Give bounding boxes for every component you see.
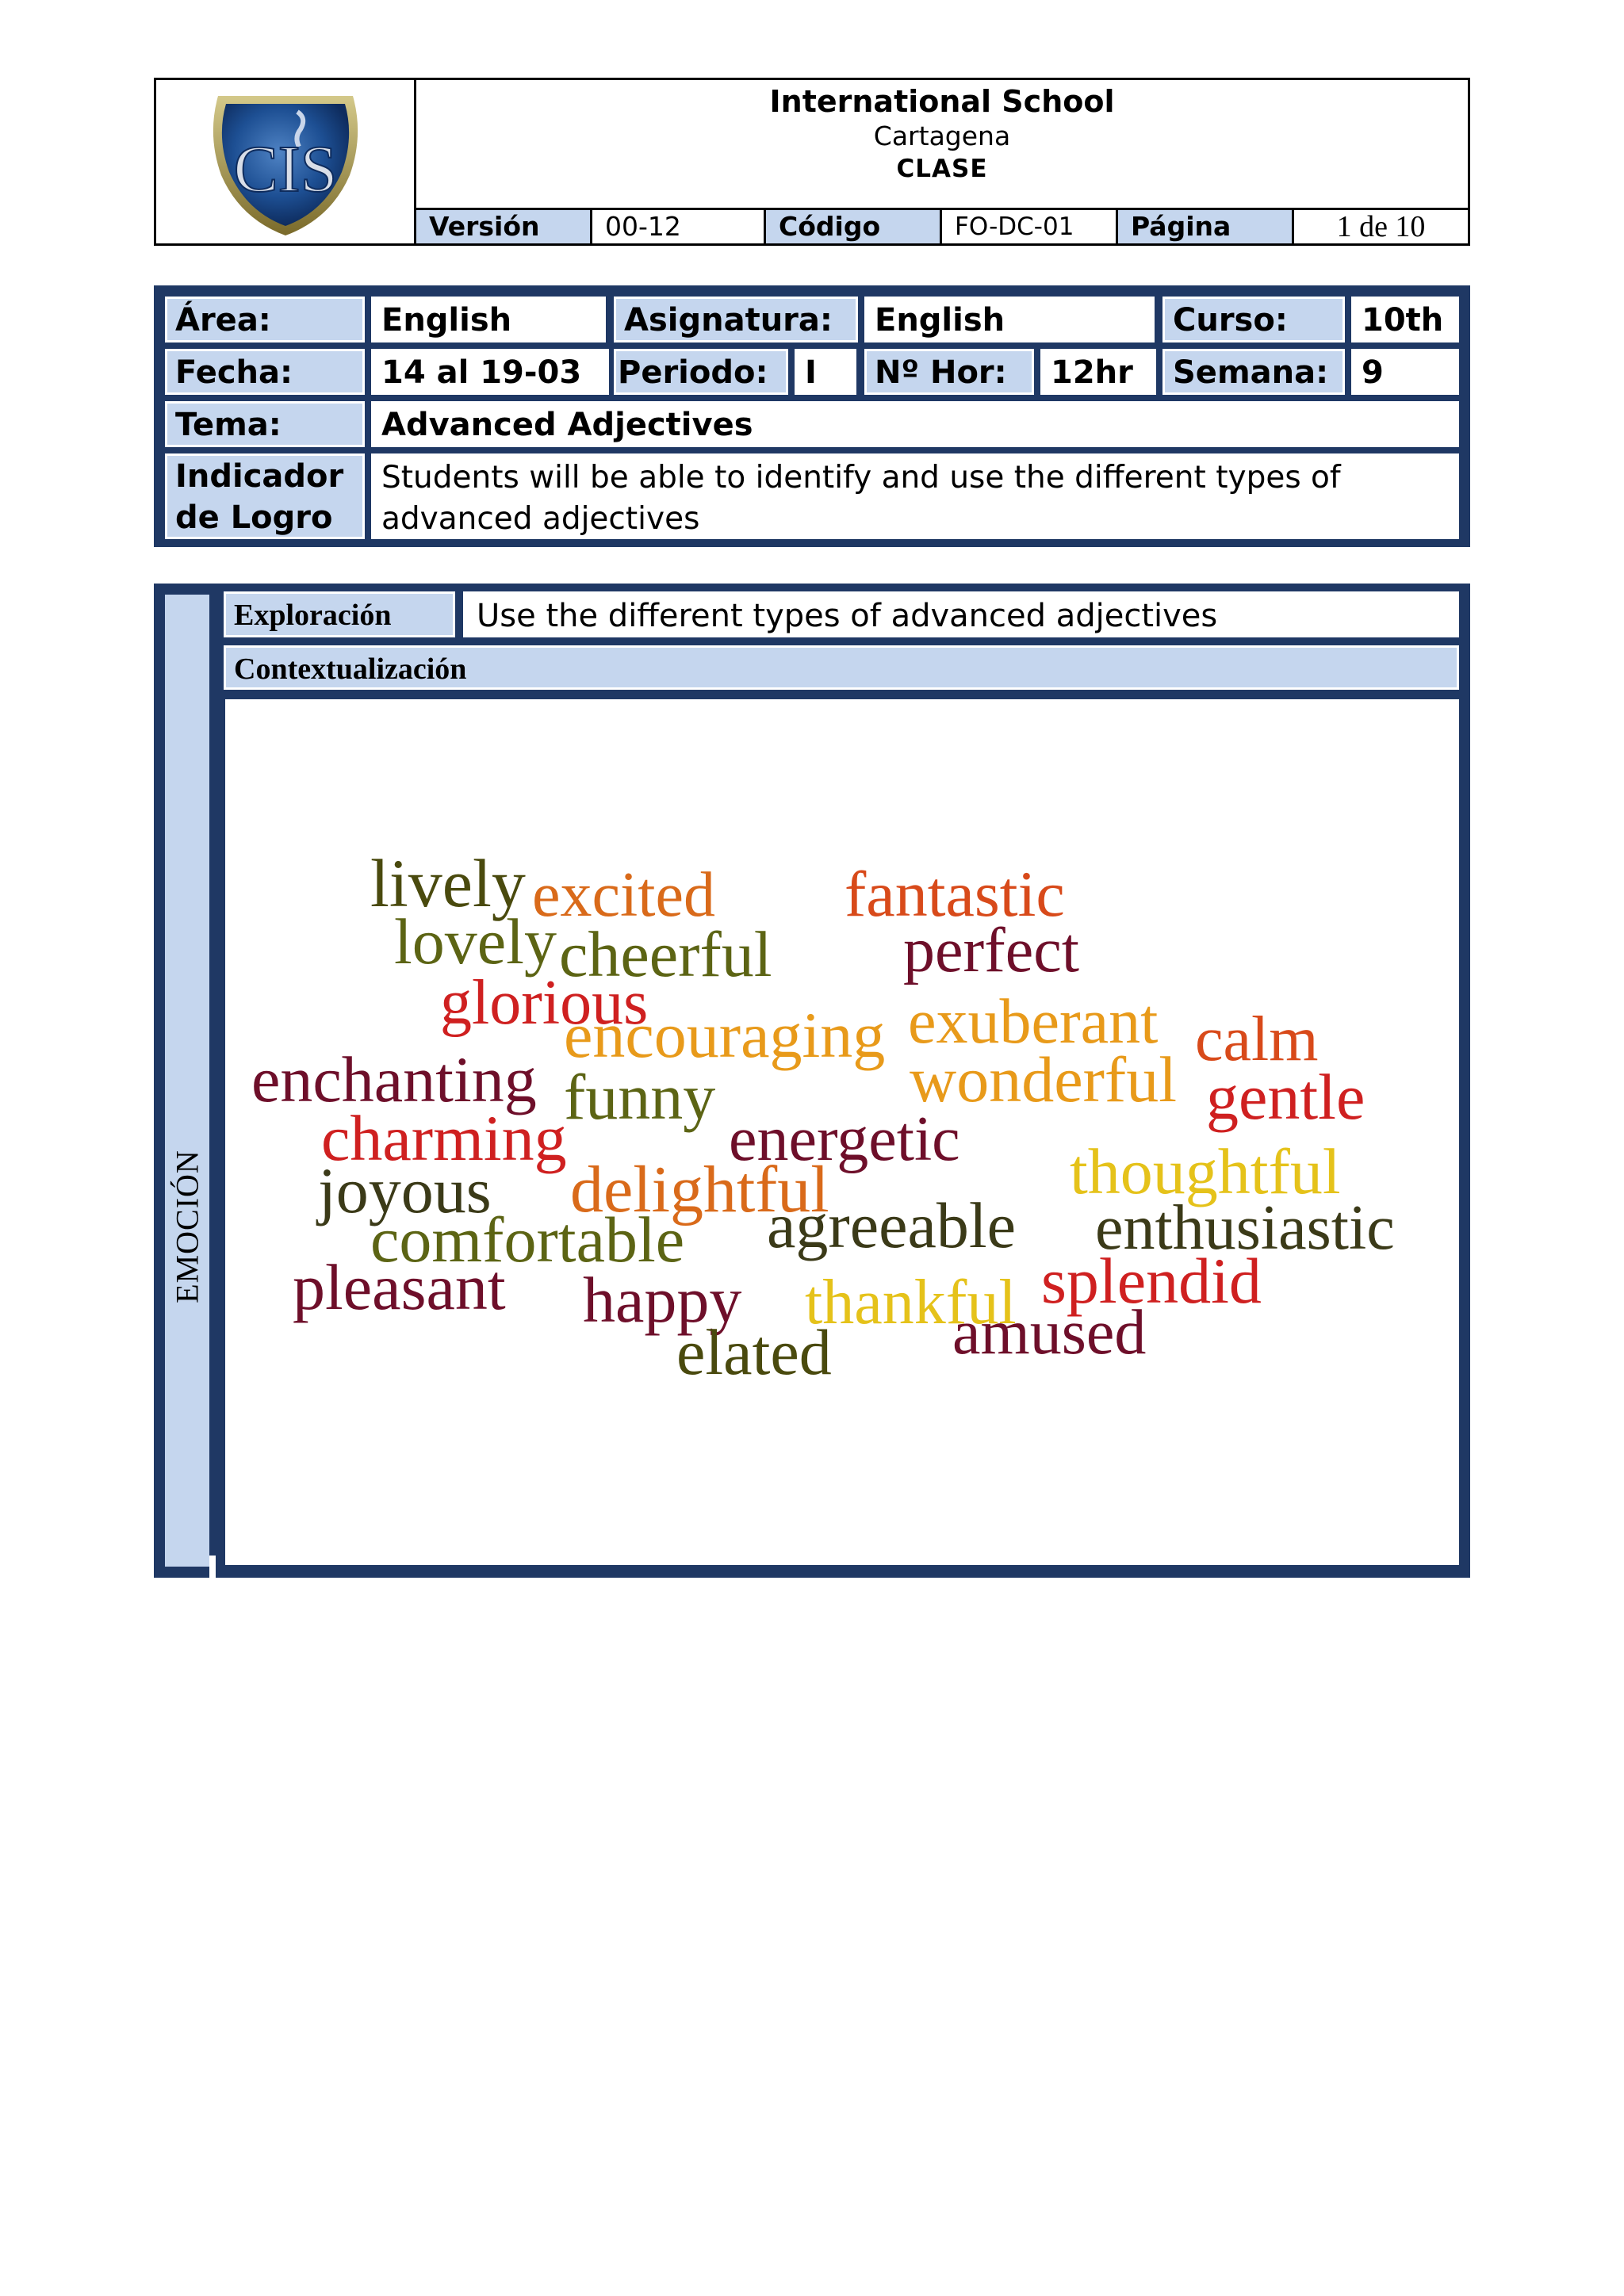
word-joyous: joyous [318,1154,492,1226]
word-cheerful: cheerful [559,918,772,990]
class-info-table [154,285,1470,547]
word-encouraging: encouraging [564,999,886,1071]
document-meta-row [416,210,1468,243]
week-value: 9 [1351,349,1459,395]
page-label: Página [1118,210,1294,243]
contextualization-label: Contextualización [224,645,1459,690]
emotion-label-text: EMOCIÓN [169,1150,205,1303]
word-thoughtful: thoughtful [1070,1135,1341,1207]
word-calm: calm [1195,1004,1319,1074]
word-pleasant: pleasant [293,1251,506,1323]
word-energetic: energetic [729,1104,960,1174]
period-value: I [795,349,856,395]
word-happy: happy [583,1264,742,1336]
word-exuberant: exuberant [908,987,1159,1057]
title-cell [416,80,1468,210]
area-value: English [371,297,606,342]
word-wonderful: wonderful [910,1043,1178,1115]
word-fantastic: fantastic [845,858,1065,930]
course-label: Curso: [1162,297,1345,342]
divider [209,1556,216,1578]
word-lively: lively [370,845,526,921]
word-lovely: lovely [394,905,557,978]
word-perfect: perfect [903,916,1080,985]
logo-text: CIS [233,132,338,206]
period-label: Periodo: [614,349,788,395]
code-value: FO-DC-01 [942,210,1118,243]
adjective-word-cloud [225,699,1459,1565]
week-label: Semana: [1162,349,1345,395]
subject-label: Asignatura: [614,297,858,342]
course-value: 10th [1351,297,1459,342]
indicator-value: Students will be able to identify and use the different types of advanced adjectives [371,453,1459,539]
version-label: Versión [416,210,592,243]
topic-label: Tema: [165,401,365,447]
school-logo [156,80,416,243]
area-label: Área: [165,297,365,342]
word-glorious: glorious [440,968,649,1038]
hours-label: Nº Hor: [864,349,1034,395]
word-amused: amused [952,1298,1147,1368]
word-enthusiastic: enthusiastic [1095,1193,1395,1263]
exploration-value: Use the different types of advanced adjectives [463,591,1459,637]
emotion-section [154,584,1470,1578]
word-comfortable: comfortable [370,1203,685,1276]
hours-value: 12hr [1040,349,1156,395]
school-name: International School [769,84,1115,119]
document-header [154,78,1470,246]
version-value: 00-12 [592,210,766,243]
word-charming: charming [321,1102,567,1174]
word-delightful: delightful [570,1153,829,1226]
word-gentle: gentle [1206,1061,1365,1133]
topic-value: Advanced Adjectives [371,401,1459,447]
indicator-label: Indicador de Logro [165,453,365,539]
word-agreeable: agreeable [767,1189,1017,1261]
word-funny: funny [564,1061,716,1133]
date-value: 14 al 19-03 [371,349,609,395]
word-thankful: thankful [805,1268,1017,1337]
word-excited: excited [532,860,715,930]
subject-value: English [864,297,1155,342]
word-elated: elated [676,1316,832,1388]
document-type: CLASE [896,155,988,183]
word-splendid: splendid [1041,1245,1262,1317]
logo-cell [156,80,416,243]
date-label: Fecha: [165,349,365,395]
emotion-side-label [165,595,209,1567]
code-label: Código [766,210,942,243]
word-enchanting: enchanting [251,1043,537,1115]
exploration-label: Exploración [224,591,455,637]
page-value: 1 de 10 [1336,210,1426,243]
school-city: Cartagena [873,121,1011,151]
